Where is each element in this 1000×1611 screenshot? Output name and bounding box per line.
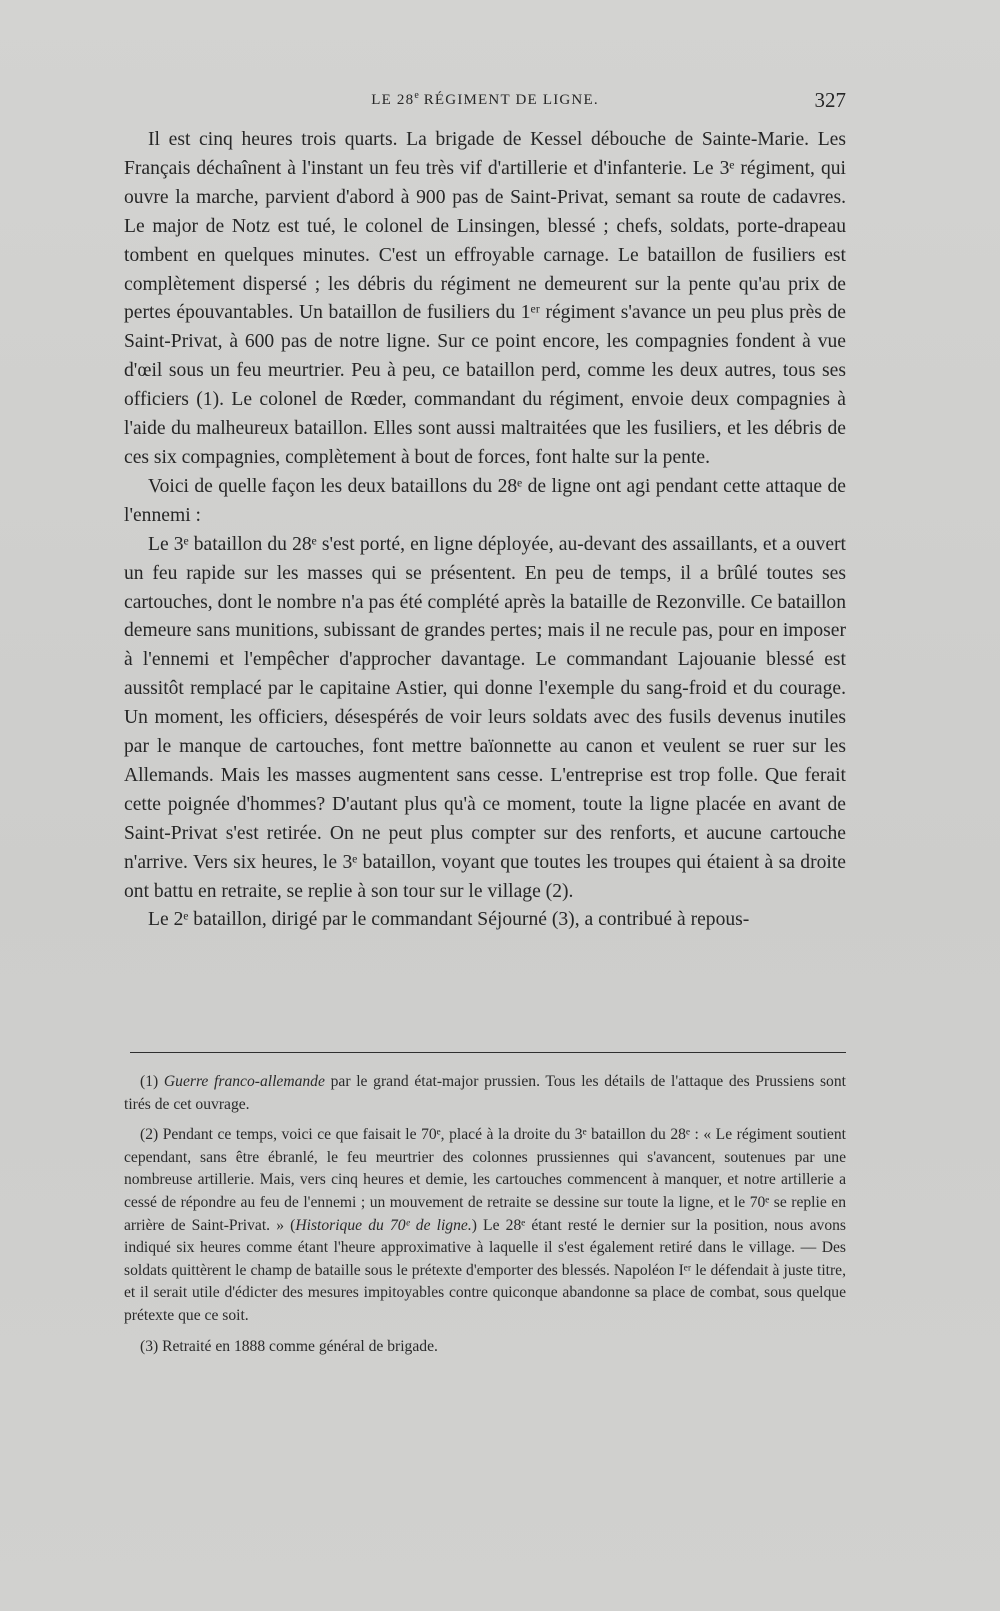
footnote-1-title: Guerre franco-allemande — [163, 1073, 325, 1090]
paragraph-1: Il est cinq heures trois quarts. La brigade de Kessel débouche de Sainte-Marie. Les Français déchaînent à l'instant un feu très vif d'artillerie et d'infanterie. Le 3ᵉ régiment, qui ouvre la marche, parvient d'abord à 900 pas de Saint-Privat, semant sa route de cadavres. Le major de Notz est tué, le colonel de Linsingen, blessé ; chefs, soldats, porte-drapeau tombent en quelques minutes. C'est un effroyable carnage. Le bataillon de fusiliers est complètement dispersé ; les débris du régiment ne demeurent sur la pente qu'au prix de pertes épouvantables. Un bataillon de fusiliers du 1ᵉʳ régiment s'avance un peu plus près de Saint-Privat, à 600 pas de notre ligne. Sur ce point encore, les compagnies fondent à vue d'œil sous un feu meurtrier. Peu à peu, ce bataillon perd, comme les deux autres, tous ses officiers (1). Le colonel de Rœder, commandant du régiment, envoie deux compagnies à l'aide du malheureux bataillon. Elles sont aussi maltraitées que les fusiliers, et les débris de ces six compagnies, complètement à bout de forces, font halte sur la pente. — [124, 129, 846, 468]
paragraph-2: Voici de quelle façon les deux bataillons du 28ᵉ de ligne ont agi pendant cette attaque de l'ennemi : — [124, 475, 846, 526]
paragraph-3: Le 3ᵉ bataillon du 28ᵉ s'est porté, en ligne déployée, au-devant des assaillants, et a ouvert un feu rapide sur les masses qui se présentent. En peu de temps, il a brûlé toutes ses cartouches, dont le nombre n'a pas été complété après la bataille de Rezonville. Ce bataillon demeure sans munitions, subissant de grandes pertes; mais il ne recule pas, pour en imposer à l'ennemi et l'empêcher d'approcher davantage. Le commandant Lajouanie blessé est aussitôt remplacé par le capitaine Astier, qui donne l'exemple du sang-froid et du courage. Un moment, les officiers, désespérés de voir leurs soldats avec des fusils devenus inutiles par le manque de cartouches, font mettre baïonnette au canon et veulent se ruer sur les Allemands. Mais les masses augmentent sans cesse. L'entreprise est trop folle. Que ferait cette poignée d'hommes? D'autant plus qu'à ce moment, toute la ligne placée en avant de Saint-Privat s'est retirée. On ne peut plus compter sur des renforts, et aucune cartouche n'arrive. Vers six heures, le 3ᵉ bataillon, voyant que toutes les troupes qui étaient à sa droite ont battu en retraite, se replie à son tour sur le village (2). — [124, 533, 846, 902]
footnote-1 — [124, 1071, 846, 1116]
main-text — [124, 126, 846, 935]
footnote-2-text-rest: ) Le 28ᵉ étant resté le dernier sur la position, nous avons indiqué six heures comme étant l'heure approximative à laquelle il s'est également retiré dans le village. — Des soldats quittèrent le champ de bataille sous le prétexte d'emporter des blessés. Napoléon Iᵉʳ le défendait à juste titre, et il serait utile d'édicter des mesures impitoyables contre quiconque abandonne sa place de combat, sous quelque prétexte que ce soit. — [124, 1216, 846, 1324]
footnote-2-citation: Historique du 70ᵉ de ligne. — [295, 1216, 472, 1234]
footnotes — [124, 1071, 846, 1366]
page-header — [124, 88, 846, 118]
footnote-2-text: (2) Pendant ce temps, voici ce que faisait le 70ᵉ, placé à la droite du 3ᵉ bataillon du 28ᵉ : « Le régiment soutient cependant, sans être ébranlé, le feu meurtrier des colonnes prussiennes qui s'avancent, soutenues par une nombreuse artillerie. Mais, vers cinq heures et demie, les cartouches commencent à manquer, et notre artillerie a cessé de répondre au feu de l'ennemi ; un mouvement de retraite se dessine sur toute la ligne, et le 70ᵉ se replie en arrière de Saint-Privat. » ( — [124, 1126, 846, 1234]
footnote-1-text: par le grand état-major prussien. Tous les détails de l'attaque des Prussiens sont tirés de cet ouvrage. — [124, 1073, 846, 1113]
paragraph-4: Le 2ᵉ bataillon, dirigé par le commandant Séjourné (3), a contribué à repous- — [148, 909, 750, 931]
running-head-superscript: e — [414, 90, 419, 101]
footnote-2 — [124, 1124, 846, 1327]
running-head-text: LE 28 — [371, 92, 415, 108]
footnote-3: (3) Retraité en 1888 comme général de brigade. — [140, 1337, 438, 1355]
running-head-text-rest: RÉGIMENT DE LIGNE. — [418, 92, 599, 108]
footnote-1-number: (1) — [140, 1073, 164, 1090]
page-number: 327 — [814, 88, 846, 112]
running-head — [124, 92, 846, 109]
footnote-divider — [130, 1052, 846, 1053]
